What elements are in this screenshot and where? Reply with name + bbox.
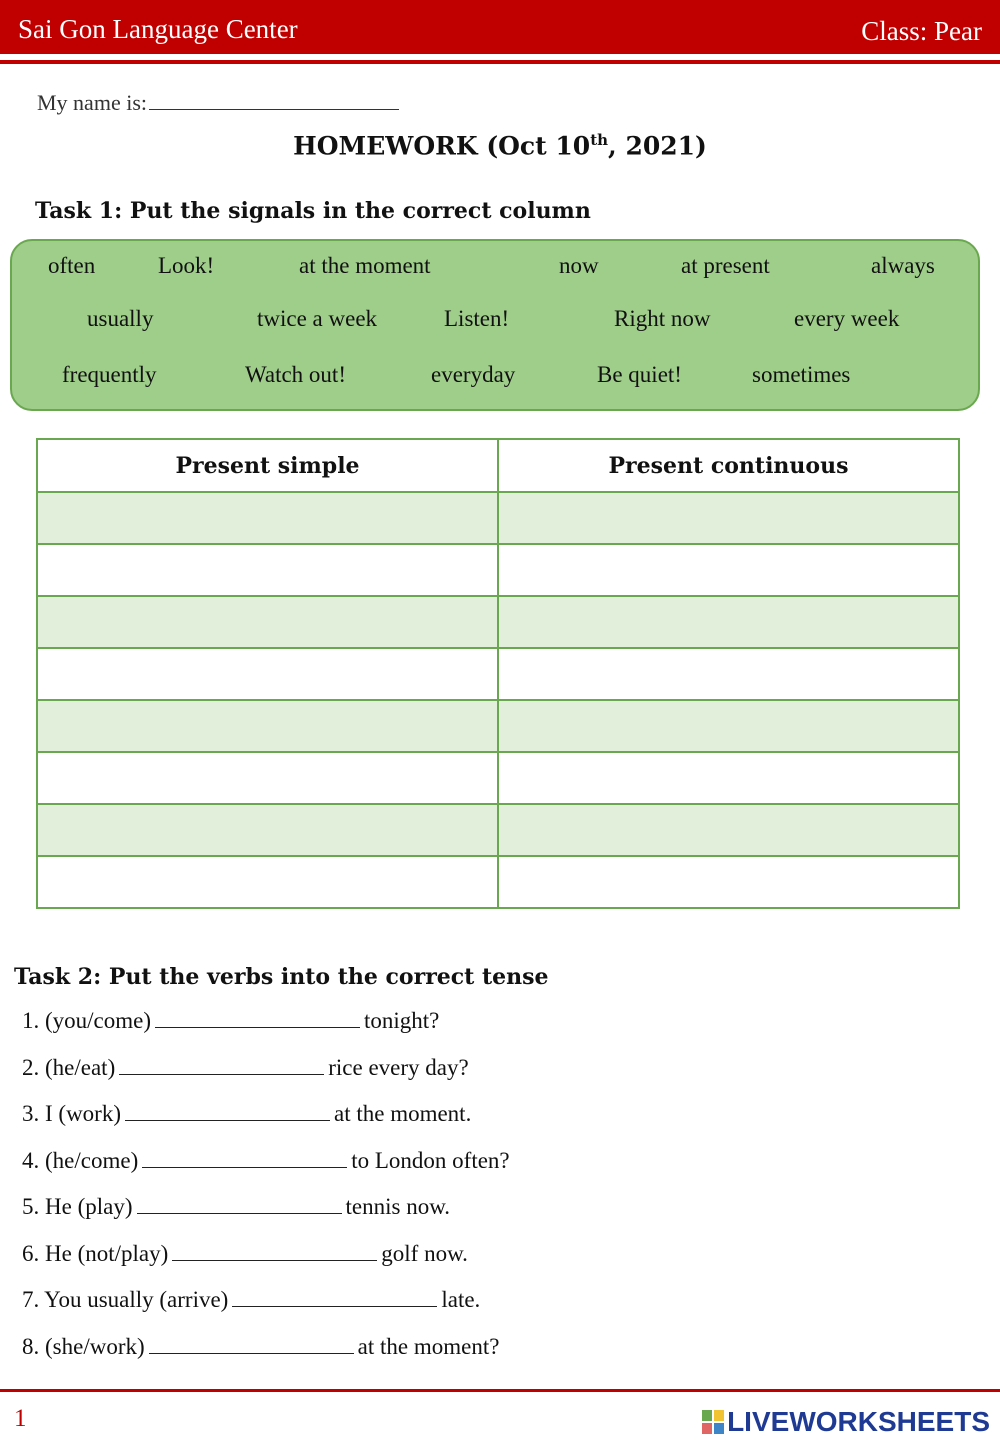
drop-cell[interactable] [37,648,498,700]
question-rest: golf now. [381,1241,468,1266]
drop-cell[interactable] [498,752,959,804]
question-item [22,1333,499,1360]
task2-title: Task 2: Put the verbs into the correct tense [14,964,549,990]
question-rest: to London often? [351,1148,510,1173]
table-row [37,648,959,700]
answer-blank[interactable] [137,1193,342,1214]
answer-blank[interactable] [232,1286,437,1307]
drop-cell[interactable] [498,492,959,544]
table-row [37,492,959,544]
answer-blank[interactable] [155,1007,360,1028]
drop-cell[interactable] [37,700,498,752]
signal-word[interactable]: always [871,253,935,278]
drop-cell[interactable] [37,492,498,544]
question-rest: tennis now. [345,1194,451,1219]
question-item [22,1240,468,1267]
question-item [22,1286,480,1313]
task1-title: Task 1: Put the signals in the correct column [35,198,591,224]
answer-blank[interactable] [172,1240,377,1261]
question-prompt: 8. (she/work) [22,1334,145,1359]
title-main: HOMEWORK (Oct 10 [293,131,591,161]
drop-cell[interactable] [498,596,959,648]
answer-blank[interactable] [149,1333,354,1354]
drop-cell[interactable] [37,804,498,856]
question-prompt: 2. (he/eat) [22,1055,116,1080]
question-prompt: 1. (you/come) [22,1008,152,1033]
class-label: Class: Pear [861,16,982,46]
liveworksheets-icon [702,1410,724,1434]
question-prompt: 3. I (work) [22,1101,121,1126]
title-sup: th [590,131,609,149]
question-item [22,1054,469,1081]
drop-cell[interactable] [498,804,959,856]
table-header-row [37,439,959,492]
table-row [37,544,959,596]
signal-word[interactable]: usually [87,306,154,331]
signal-word[interactable]: Look! [158,253,215,278]
header-divider [0,60,1000,64]
drop-cell[interactable] [37,856,498,908]
question-rest: at the moment? [357,1334,500,1359]
signal-word[interactable]: often [48,253,96,278]
signal-word[interactable]: Watch out! [245,362,346,387]
center-name: Sai Gon Language Center [18,14,298,44]
question-prompt: 5. He (play) [22,1194,133,1219]
page-number: 1 [14,1405,27,1432]
table-row [37,700,959,752]
header-bar [0,0,1000,54]
drop-cell[interactable] [37,544,498,596]
drop-cell[interactable] [37,752,498,804]
signal-word[interactable]: frequently [62,362,157,387]
answer-blank[interactable] [119,1054,324,1075]
column-header-present-simple: Present simple [37,439,498,492]
signal-word[interactable]: every week [794,306,900,331]
name-label: My name is: [37,90,147,115]
signal-word[interactable]: Be quiet! [597,362,682,387]
liveworksheets-logo [702,1406,990,1438]
name-row [37,90,399,116]
question-item [22,1007,439,1034]
signal-word[interactable]: now [559,253,599,278]
homework-title [0,131,1000,160]
signal-word[interactable]: Listen! [444,306,510,331]
table-row [37,804,959,856]
signal-word[interactable]: sometimes [752,362,851,387]
title-end: , 2021) [608,131,707,161]
drop-cell[interactable] [498,856,959,908]
signal-box [10,239,980,411]
question-item [22,1147,510,1174]
signal-word[interactable]: Right now [614,306,711,331]
answer-blank[interactable] [125,1100,330,1121]
signal-word[interactable]: everyday [431,362,516,387]
question-prompt: 6. He (not/play) [22,1241,169,1266]
drop-cell[interactable] [498,544,959,596]
brand-text: LIVEWORKSHEETS [727,1406,990,1437]
drop-cell[interactable] [498,700,959,752]
signal-word[interactable]: at the moment [299,253,431,278]
drop-cell[interactable] [498,648,959,700]
footer-divider [0,1389,1000,1392]
question-prompt: 7. You usually (arrive) [22,1287,229,1312]
drop-cell[interactable] [37,596,498,648]
table-row [37,752,959,804]
question-prompt: 4. (he/come) [22,1148,139,1173]
signals-table [36,438,960,909]
question-item [22,1193,450,1220]
column-header-present-continuous: Present continuous [498,439,959,492]
answer-blank[interactable] [142,1147,347,1168]
name-blank-line [149,91,399,110]
table-row [37,856,959,908]
question-rest: tonight? [364,1008,440,1033]
table-row [37,596,959,648]
signal-word[interactable]: twice a week [257,306,378,331]
question-rest: late. [441,1287,481,1312]
question-item [22,1100,471,1127]
question-rest: at the moment. [334,1101,472,1126]
signal-word[interactable]: at present [681,253,770,278]
question-rest: rice every day? [328,1055,469,1080]
